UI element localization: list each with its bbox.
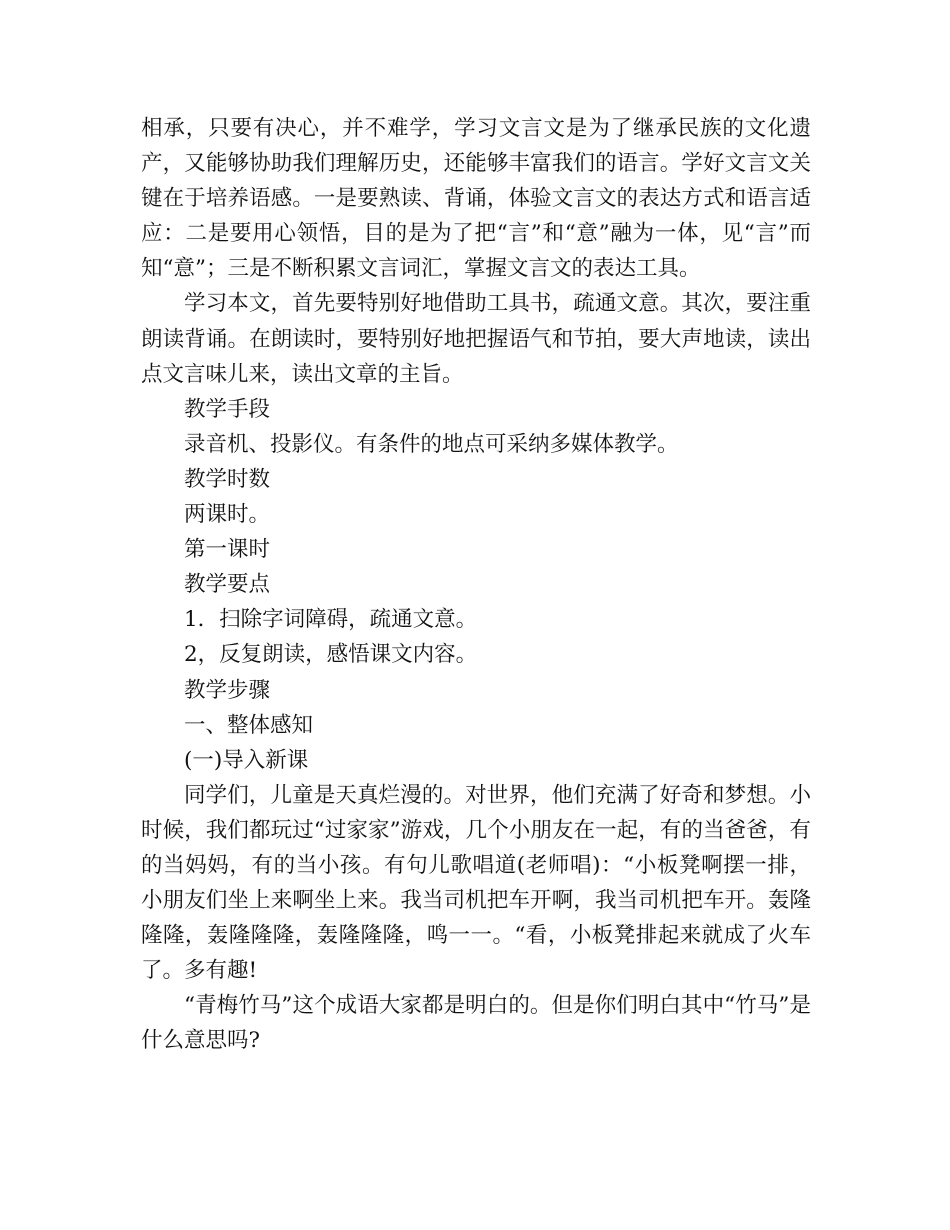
list-item-point-2: 2，反复朗读，感悟课文内容。 <box>184 642 478 668</box>
paragraph-idiom-question: “青梅竹马”这个成语大家都是明白的。但是你们明白其中“竹马”是什么意思吗? <box>141 993 811 1054</box>
document-page <box>141 111 811 1059</box>
heading-introduce-new-lesson: (一)导入新课 <box>184 747 309 773</box>
paragraph-teaching-means: 录音机、投影仪。有条件的地点可采纳多媒体教学。 <box>184 431 679 457</box>
paragraph-childhood-introduction: 同学们，儿童是天真烂漫的。对世界，他们充满了好奇和梦想。小时候，我们都玩过“过家家”游戏，几个小朋友在一起，有的当爸爸，有的当妈妈，有的当小孩。有句儿歌唱道(老师唱)：“小板凳啊摆一排，小朋友们坐上来啊坐上来。我当司机把车开啊，我当司机把车开。轰隆隆隆，轰隆隆隆，轰隆隆隆，鸣一一。“看，小板凳排起来就成了火车了。多有趣! <box>141 782 811 984</box>
heading-first-lesson: 第一课时 <box>184 537 271 563</box>
heading-teaching-means: 教学手段 <box>184 396 271 422</box>
heading-teaching-points: 教学要点 <box>184 572 271 598</box>
paragraph-classical-chinese-learning: 相承，只要有决心，并不难学，学习文言文是为了继承民族的文化遗产，又能够协助我们理解历史，还能够丰富我们的语言。学好文言文关键在于培养语感。一是要熟读、背诵，体验文言文的表达方式和语言适应：二是要用心领悟，目的是为了把“言”和“意”融为一体，见“言”而知“意”；三是不断积累文言词汇，掌握文言文的表达工具。 <box>141 116 811 282</box>
paragraph-study-method: 学习本文，首先要特别好地借助工具书，疏通文意。其次，要注重朗读背诵。在朗读时，要特别好地把握语气和节拍，要大声地读，读出点文言味儿来，读出文章的主旨。 <box>141 291 811 387</box>
heading-teaching-steps: 教学步骤 <box>184 677 271 703</box>
heading-overall-perception: 一、整体感知 <box>184 712 314 738</box>
paragraph-teaching-hours: 两课时。 <box>184 502 271 528</box>
list-item-point-1: 1．扫除字词障碍，疏通文意。 <box>184 607 478 633</box>
heading-teaching-hours: 教学时数 <box>184 466 271 492</box>
